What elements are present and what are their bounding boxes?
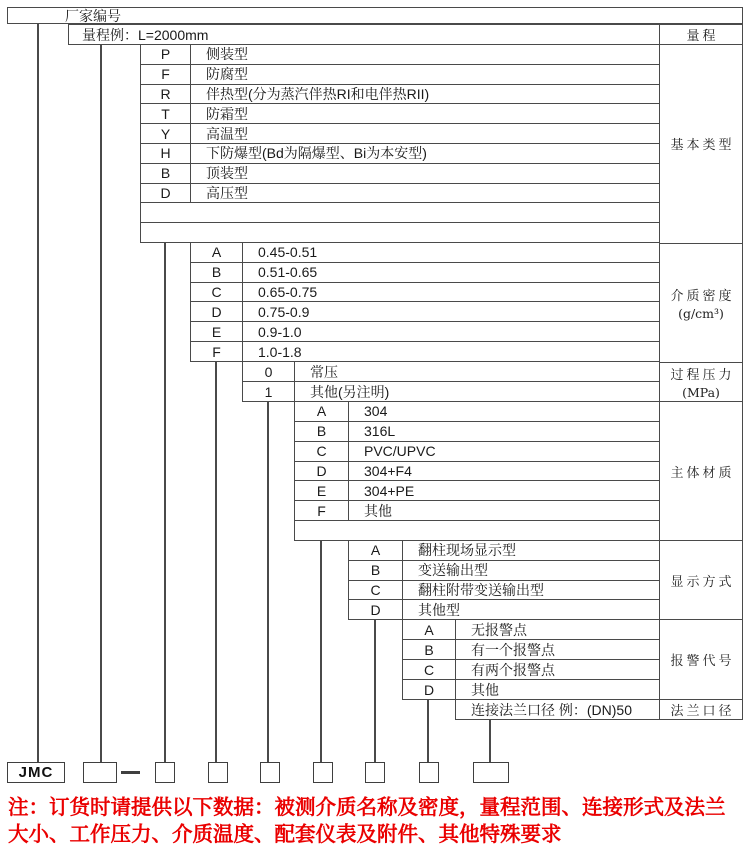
flange-row [455,699,659,720]
table-row [191,322,659,342]
table-row [141,65,659,85]
table-row [295,481,659,501]
model-prefix-box: JMC [7,762,65,783]
table-row [243,362,659,382]
option-label: 防霜型 [206,105,248,122]
code-box-display [365,762,385,783]
option-label: 顶装型 [206,165,248,182]
option-label: 316L [364,423,396,440]
option-label: 其他 [364,502,392,519]
option-code: D [349,600,403,619]
table-row [141,124,659,144]
table-row [349,561,659,581]
side-label-material: 主体材质 [660,402,742,541]
option-code: B [191,263,243,282]
table-row [295,442,659,462]
ordering-note-line2: 大小、工作压力、介质温度、配套仪表及附件、其他特殊要求 [8,823,562,845]
side-label-flange: 法兰口径 [670,703,735,719]
table-row [243,382,659,401]
option-label: 有两个报警点 [471,661,555,678]
option-code: F [295,501,349,520]
option-label: 侧装型 [206,46,248,63]
option-code: 0 [243,362,295,381]
option-label: 有一个报警点 [471,641,555,658]
option-label: 0.65-0.75 [258,284,318,301]
option-code: D [141,184,191,203]
connector-range [100,44,102,763]
option-code: A [349,541,403,560]
table-row [295,402,659,422]
table-row [349,600,659,619]
option-label: 高温型 [206,125,248,142]
table-row [349,581,659,601]
code-box-flange [473,762,509,783]
option-label: 其他 [471,681,499,698]
option-code: P [141,45,191,64]
table-row-empty [141,223,659,242]
side-label-basic-type: 基本类型 [660,45,742,244]
code-box-material [313,762,333,783]
option-label: 1.0-1.8 [258,343,302,360]
table-row [295,422,659,442]
table-row [191,342,659,361]
option-label: 无报警点 [471,621,527,638]
range-example-label: 量程例：L=2000mm [82,26,209,43]
table-row [191,283,659,303]
table-row [403,620,659,640]
option-code: 1 [243,382,295,401]
ordering-note [8,794,748,845]
flange-label: 连接法兰口径 例：(DN)50 [471,701,633,718]
option-code: B [295,422,349,441]
option-label: 翻柱附带变送输出型 [418,581,544,598]
option-code: D [403,680,456,699]
option-code: A [295,402,349,421]
option-code: C [191,283,243,302]
option-code: D [191,302,243,321]
option-label: 0.51-0.65 [258,264,318,281]
connector-factory [37,23,39,763]
table-row [403,680,659,699]
connector-display [374,619,376,763]
table-row [141,164,659,184]
option-label: 高压型 [206,184,248,201]
option-code: F [141,65,191,84]
table-row [141,104,659,124]
option-code: R [141,85,191,104]
connector-density [215,361,217,763]
option-label: 下防爆型(Bd为隔爆型、Bi为本安型) [206,145,427,162]
alarm-code-table [402,619,659,700]
option-code: T [141,104,191,123]
option-code: D [295,462,349,481]
connector-material [320,540,322,763]
table-row [349,541,659,561]
option-label: PVC/UPVC [364,443,436,460]
code-box-alarm [419,762,439,783]
pressure-table [242,361,659,402]
side-label-column [659,24,743,720]
option-label: 304 [364,403,388,420]
density-table [190,242,659,362]
table-row [403,660,659,680]
connector-pressure [267,401,269,763]
option-code: A [403,620,456,639]
code-box-pressure [260,762,280,783]
option-code: C [349,581,403,600]
connector-alarm [427,699,429,763]
display-mode-table [348,540,659,620]
range-row [68,24,659,45]
option-label: 304+PE [364,482,415,499]
option-code: C [295,442,349,461]
option-label: 伴热型(分为蒸汽伴热RI和电伴热RII) [206,86,430,102]
table-row [191,243,659,263]
option-code: B [349,561,403,580]
option-label: 其他(另注明) [310,383,390,400]
side-label-display: 显示方式 [660,541,742,620]
code-box-basic-type [155,762,175,783]
connector-flange [489,719,491,763]
table-row-empty [141,203,659,223]
option-code: H [141,144,191,163]
side-label-density: 介质密度 (g/cm³) [660,244,742,363]
table-row [141,144,659,164]
dash-separator [121,771,140,774]
option-code: B [141,164,191,183]
table-row [295,462,659,482]
material-table [294,401,659,541]
code-box-density [208,762,228,783]
table-row [456,700,659,719]
side-label-pressure: 过程压力 (MPa) [660,363,742,403]
option-label: 304+F4 [364,463,412,479]
option-label: 0.75-0.9 [258,303,310,320]
code-box-range [83,762,117,783]
option-label: 0.9-1.0 [258,323,302,340]
table-row [191,263,659,283]
option-code: B [403,640,456,659]
table-row-empty [295,521,659,540]
table-row [191,302,659,322]
connector-basic-type [164,242,166,763]
option-label: 变送输出型 [418,562,488,579]
ordering-note-line1: 注：订货时请提供以下数据：被测介质名称及密度，量程范围、连接形式及法兰 [8,796,726,819]
table-row [141,184,659,204]
option-label: 防腐型 [206,66,248,83]
side-label-alarm: 报警代号 [660,620,742,700]
option-code: E [191,322,243,341]
option-label: 0.45-0.51 [258,244,318,261]
table-row [141,45,659,65]
option-label: 翻柱现场显示型 [418,542,516,559]
option-label: 其他型 [418,601,460,618]
table-row [403,640,659,660]
option-code: F [191,342,243,361]
option-code: A [191,243,243,262]
side-label-range: 量程 [660,25,742,45]
factory-number-row [7,7,743,24]
table-row [295,501,659,521]
option-code: E [295,481,349,500]
factory-number-label: 厂家编号 [65,7,121,24]
option-label: 常压 [310,363,338,380]
option-code: C [403,660,456,679]
option-code: Y [141,124,191,143]
table-row [141,85,659,105]
basic-type-table [140,44,659,243]
